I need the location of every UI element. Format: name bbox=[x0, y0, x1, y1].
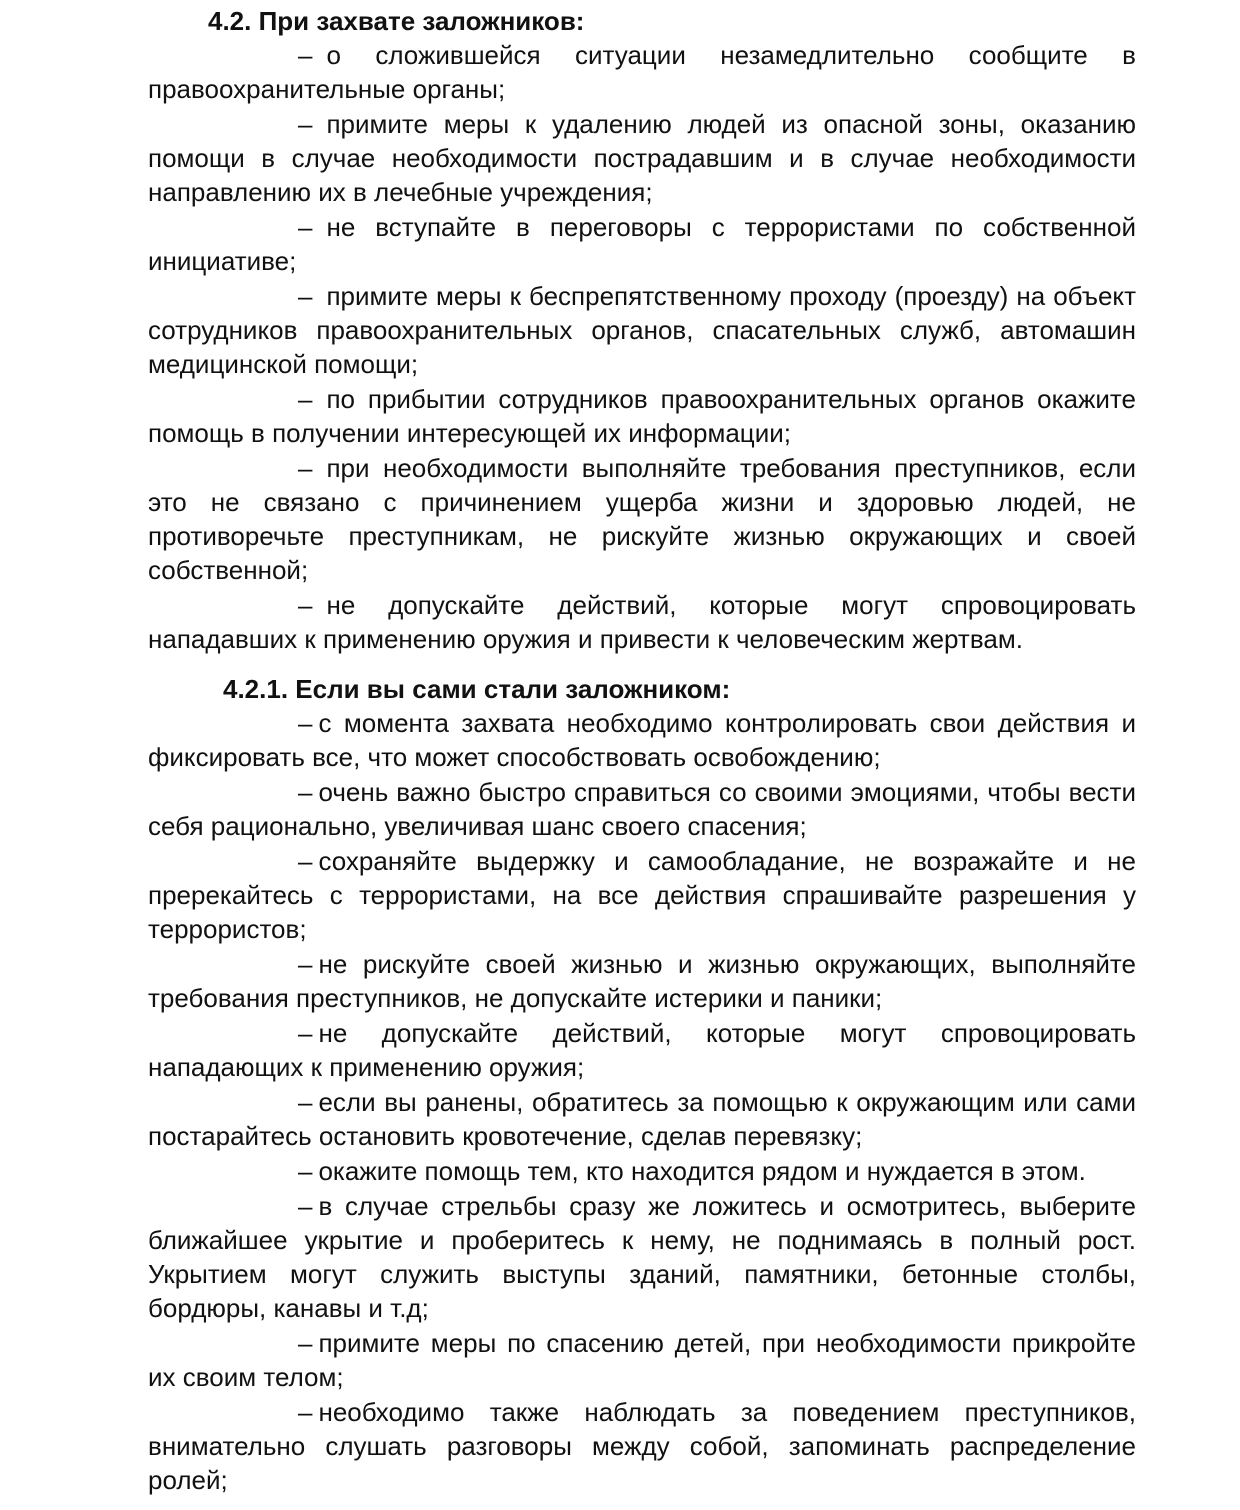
list-item bbox=[148, 588, 1136, 656]
list-item bbox=[148, 706, 1136, 774]
list-item-text: о сложившейся ситуации незамедлительно сообщите в правоохранительные органы; bbox=[148, 40, 1136, 104]
dash-bullet: – bbox=[298, 453, 313, 483]
section-hostage-capture bbox=[148, 4, 1136, 656]
list-item bbox=[148, 1326, 1136, 1394]
dash-bullet: – bbox=[298, 212, 313, 242]
dash-bullet: – bbox=[298, 109, 313, 139]
list-item bbox=[148, 1154, 1136, 1188]
list-item bbox=[148, 1189, 1136, 1325]
dash-bullet: – bbox=[298, 1191, 313, 1221]
dash-bullet: – bbox=[298, 708, 313, 738]
list-item-text: по прибытии сотрудников правоохранительных органов окажите помощь в получении интересующей их информации; bbox=[148, 384, 1136, 448]
dash-bullet: – bbox=[298, 384, 313, 414]
dash-bullet: – bbox=[298, 1156, 313, 1186]
list-item-text: примите меры к беспрепятственному проходу (проезду) на объект сотрудников правоохранительных органов, спасательных служб, автомашин медицинской помощи; bbox=[148, 281, 1136, 379]
dash-bullet: – bbox=[298, 1018, 313, 1048]
list-item-text: сохраняйте выдержку и самообладание, не возражайте и не пререкайтесь с террористами, на все действия спрашивайте разрешения у террористов; bbox=[148, 846, 1136, 944]
list-item-text: примите меры по спасению детей, при необходимости прикройте их своим телом; bbox=[148, 1328, 1136, 1392]
dash-bullet: – bbox=[298, 281, 313, 311]
list-item-text: примите меры к удалению людей из опасной зоны, оказанию помощи в случае необходимости пострадавшим и в случае необходимости направлению их в лечебные учреждения; bbox=[148, 109, 1136, 207]
dash-bullet: – bbox=[298, 949, 313, 979]
list-item-text: не допускайте действий, которые могут спровоцировать нападавших к применению оружия и привести к человеческим жертвам. bbox=[148, 590, 1136, 654]
list-item bbox=[148, 451, 1136, 587]
dash-bullet: – bbox=[298, 1328, 313, 1358]
list-item-text: не допускайте действий, которые могут спровоцировать нападающих к применению оружия; bbox=[148, 1018, 1136, 1082]
section-heading: 4.2. При захвате заложников: bbox=[208, 6, 585, 36]
list-item-text: очень важно быстро справиться со своими эмоциями, чтобы вести себя рационально, увеличивая шанс своего спасения; bbox=[148, 777, 1136, 841]
list-item-text: необходимо также наблюдать за поведением преступников, внимательно слушать разговоры между собой, запоминать распределение ролей; bbox=[148, 1397, 1136, 1495]
list-item bbox=[148, 382, 1136, 450]
document-page bbox=[148, 4, 1136, 1498]
dash-bullet: – bbox=[298, 40, 313, 70]
section-if-hostage bbox=[148, 672, 1136, 1497]
list-item-text: окажите помощь тем, кто находится рядом и нуждается в этом. bbox=[318, 1156, 1086, 1186]
list-item-text: при необходимости выполняйте требования преступников, если это не связано с причинением ущерба жизни и здоровью людей, не противоречьте преступникам, не рискуйте жизнью окружающих и своей собственной; bbox=[148, 453, 1136, 585]
dash-bullet: – bbox=[298, 777, 313, 807]
list-item bbox=[148, 947, 1136, 1015]
list-item bbox=[148, 1395, 1136, 1497]
list-item bbox=[148, 210, 1136, 278]
list-item-text: с момента захвата необходимо контролировать свои действия и фиксировать все, что может способствовать освобождению; bbox=[148, 708, 1136, 772]
dash-bullet: – bbox=[298, 590, 313, 620]
list-item bbox=[148, 38, 1136, 106]
list-item-text: не вступайте в переговоры с террористами по собственной инициативе; bbox=[148, 212, 1136, 276]
list-item bbox=[148, 844, 1136, 946]
dash-bullet: – bbox=[298, 1087, 313, 1117]
list-item-text: не рискуйте своей жизнью и жизнью окружающих, выполняйте требования преступников, не допускайте истерики и паники; bbox=[148, 949, 1136, 1013]
list-item bbox=[148, 1016, 1136, 1084]
list-item bbox=[148, 775, 1136, 843]
list-item bbox=[148, 279, 1136, 381]
dash-bullet: – bbox=[298, 1397, 313, 1427]
list-item bbox=[148, 1085, 1136, 1153]
list-item-text: в случае стрельбы сразу же ложитесь и осмотритесь, выберите ближайшее укрытие и проберитесь к нему, не поднимаясь в полный рост. Укрытием могут служить выступы зданий, памятники, бетонные столбы, бордюры, канавы и т.д; bbox=[148, 1191, 1136, 1323]
section-heading: 4.2.1. Если вы сами стали заложником: bbox=[223, 674, 731, 704]
list-item bbox=[148, 107, 1136, 209]
list-item-text: если вы ранены, обратитесь за помощью к окружающим или сами постарайтесь остановить кровотечение, сделав перевязку; bbox=[148, 1087, 1136, 1151]
dash-bullet: – bbox=[298, 846, 313, 876]
